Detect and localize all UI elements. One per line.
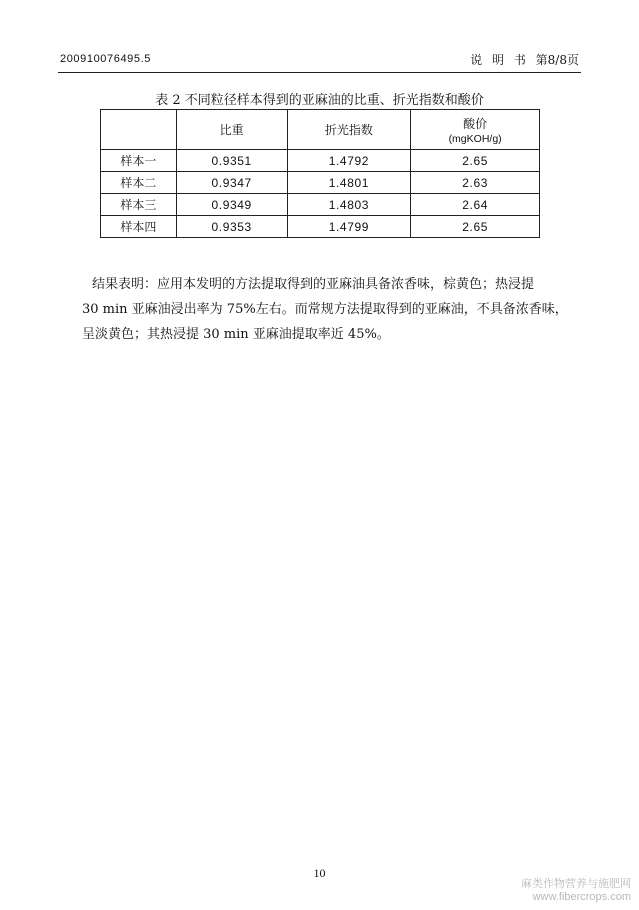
sample-name: 样本三 (101, 194, 177, 216)
doc-type-char: 书 (513, 53, 526, 67)
specific-gravity: 0.9351 (176, 150, 287, 172)
table-row (101, 150, 540, 172)
header-doc-info (464, 51, 579, 68)
table-row (101, 172, 540, 194)
sample-name: 样本一 (101, 150, 177, 172)
paragraph-line: 呈淡黄色；其热浸提 30 min 亚麻油提取率近 45%。 (82, 327, 390, 342)
acid-value: 2.64 (411, 194, 540, 216)
specific-gravity: 0.9349 (176, 194, 287, 216)
acid-value: 2.65 (411, 216, 540, 238)
specific-gravity: 0.9347 (176, 172, 287, 194)
watermark-title: 麻类作物营养与施肥网 (521, 878, 631, 890)
acid-value: 2.65 (411, 150, 540, 172)
sample-name: 样本二 (101, 172, 177, 194)
refractive-index: 1.4801 (287, 172, 411, 194)
doc-type-char: 说 (470, 53, 483, 67)
header-rule (58, 72, 581, 73)
specific-gravity: 0.9353 (176, 216, 287, 238)
column-header: 比重 (176, 110, 287, 150)
sample-name: 样本四 (101, 216, 177, 238)
column-header-label: 酸价 (463, 116, 488, 131)
refractive-index: 1.4799 (287, 216, 411, 238)
application-number: 200910076495.5 (60, 53, 151, 65)
page-number: 10 (313, 866, 326, 880)
page-label: 第8/8页 (535, 53, 579, 67)
refractive-index: 1.4803 (287, 194, 411, 216)
doc-type-char: 明 (491, 53, 504, 67)
site-watermark (521, 878, 631, 904)
table-caption: 表 2 不同粒径样本得到的亚麻油的比重、折光指数和酸价 (155, 93, 484, 108)
watermark-url: www.fibercrops.com (532, 891, 631, 903)
refractive-index: 1.4792 (287, 150, 411, 172)
data-table (100, 109, 540, 238)
table-row (101, 194, 540, 216)
column-header (411, 110, 540, 150)
column-header (101, 110, 177, 150)
table-header-row (101, 110, 540, 150)
paragraph-line: 30 min 亚麻油浸出率为 75%左右。而常规方法提取得到的亚麻油，不具备浓香味， (82, 302, 568, 317)
paragraph-line: 结果表明：应用本发明的方法提取得到的亚麻油具备浓香味，棕黄色；热浸提 (92, 277, 535, 292)
column-header: 折光指数 (287, 110, 411, 150)
column-header-unit: (mgKOH/g) (448, 132, 502, 145)
results-paragraph (82, 272, 582, 347)
table-row (101, 216, 540, 238)
acid-value: 2.63 (411, 172, 540, 194)
